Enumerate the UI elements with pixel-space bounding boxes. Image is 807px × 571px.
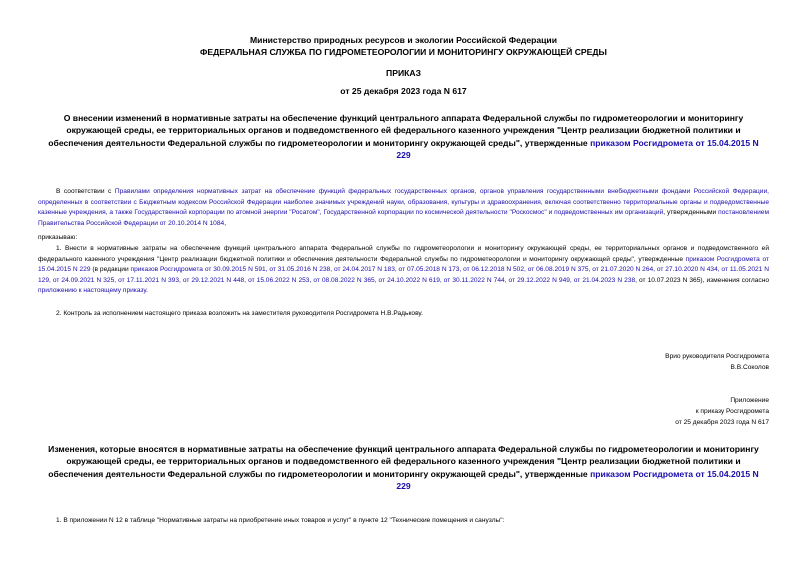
signatory-position: Врио руководителя Росгидромета bbox=[665, 353, 769, 360]
appendix-date: от 25 декабря 2023 года N 617 bbox=[675, 419, 769, 426]
document-header bbox=[0, 34, 807, 58]
item-text: , от 10.07.2023 N 365), изменения согласно bbox=[635, 276, 769, 284]
appendix-title-link[interactable]: приказом Росгидромета от 15.04.2015 N 229 bbox=[396, 468, 759, 492]
appendix-reference bbox=[675, 395, 769, 428]
rules-link[interactable]: Правилами определения нормативных затрат на обеспечение функций федеральных государственных органов, органов управления государственными внебюджетными фондами Российской Федерации, определенных в соответствии с Бюджетным кодексом Российской Федерации наиболее значимых учреждений науки, образования, культуры и здравоохранения, включая соответственно территориальные органы и подведомственные казенные учреждения, а также Государственной корпорации по атомной энергии "Росатом", Государственной корпорации по космической деятельности "Роскосмос" и подведомственных им организаций bbox=[38, 188, 770, 217]
title-text: О внесении изменений в нормативные затраты на обеспечение функций центрального аппарата Федеральной службы по гидрометеорологии и мониторингу окружающей среды, ее территориальных органов и подведомственного ей федерального казенного учреждения "Центр реализации бюджетной политики и обеспечения деятельности Федеральной службы по гидрометеорологии и мониторингу окружающей среды", утвержденные bbox=[48, 113, 744, 148]
preamble-text: , bbox=[224, 219, 227, 227]
resolution-link[interactable]: постановлением Правительства Российской Федерации от 20.10.2014 N 1084 bbox=[38, 209, 769, 227]
preamble-text: В соответствии с bbox=[56, 188, 115, 195]
document-type: ПРИКАЗ bbox=[386, 68, 421, 78]
order-word: приказываю: bbox=[38, 234, 78, 241]
item-text: . bbox=[146, 287, 148, 295]
signature-block bbox=[665, 351, 769, 373]
appendix-label: Приложение bbox=[730, 397, 769, 404]
appendix-order: к приказу Росгидромета bbox=[695, 408, 769, 415]
signatory-name: В.В.Соколов bbox=[730, 364, 769, 371]
service-name: ФЕДЕРАЛЬНАЯ СЛУЖБА ПО ГИДРОМЕТЕОРОЛОГИИ И МОНИТОРИНГУ ОКРУЖАЮЩЕЙ СРЕДЫ bbox=[200, 47, 607, 57]
item-text: 1. Внести в нормативные затраты на обеспечение функций центрального аппарата Федеральной службы по гидрометеорологии и мониторингу окружающей среды, ее территориальных органов и подведомственного ей федерального казенного учреждения "Центр реализации бюджетной политики и обеспечения деятельности Федеральной службы по гидрометеорологии и мониторингу окружающей среды", утвержденные bbox=[38, 245, 769, 263]
preamble-paragraph bbox=[38, 187, 769, 229]
document-title bbox=[46, 112, 761, 162]
item-text: (в редакции bbox=[90, 266, 131, 274]
title-link[interactable]: приказом Росгидромета от 15.04.2015 N 229 bbox=[396, 137, 759, 161]
amending-orders-link[interactable]: приказов Росгидромета от 30.09.2015 N 591, от 31.05.2016 N 238, от 24.04.2017 N 183, от 07.05.2018 N 173, от 06.12.2018 N 502, от 06.08.2019 N 375, от 21.07.2020 N 264, от 27.10.2020 N 434, от 11.05.2021 N 129, от 24.09.2021 N 325, от 17.11.2021 N 393, от 29.12.2021 N 448, от 15.06.2022 N 253, от 08.08.2022 N 365, от 24.10.2022 N 619, от 30.11.2022 N 744, от 29.12.2022 N 949, от 21.04.2023 N 238 bbox=[38, 266, 769, 284]
appendix-item-1: 1. В приложении N 12 в таблице "Нормативные затраты на приобретение иных товаров и услуг" в пункте 12 "Технические помещения и санузлы": bbox=[56, 517, 505, 524]
ministry-name: Министерство природных ресурсов и экологии Российской Федерации bbox=[250, 35, 557, 45]
order-229-link[interactable]: приказом Росгидромета от 15.04.2015 N 229 bbox=[38, 255, 769, 274]
appendix-link[interactable]: приложению к настоящему приказу bbox=[38, 287, 147, 295]
appendix-title-text: Изменения, которые вносятся в нормативные затраты на обеспечение функций центрального аппарата Федеральной службы по гидрометеорологии и мониторингу окружающей среды, ее территориальных органов и подведомственного ей федерального казенного учреждения "Центр реализации бюджетной политики и обеспечения деятельности Федеральной службы по гидрометеорологии и мониторингу окружающей среды", утвержденные bbox=[48, 444, 759, 479]
appendix-title bbox=[44, 443, 763, 493]
document-date: от 25 декабря 2023 года N 617 bbox=[340, 86, 467, 96]
order-item-1 bbox=[38, 244, 769, 297]
order-item-2: 2. Контроль за исполнением настоящего приказа возложить на заместителя руководителя Росгидромета Н.В.Радькову. bbox=[56, 310, 423, 317]
preamble-text: , утвержденными bbox=[663, 209, 719, 217]
